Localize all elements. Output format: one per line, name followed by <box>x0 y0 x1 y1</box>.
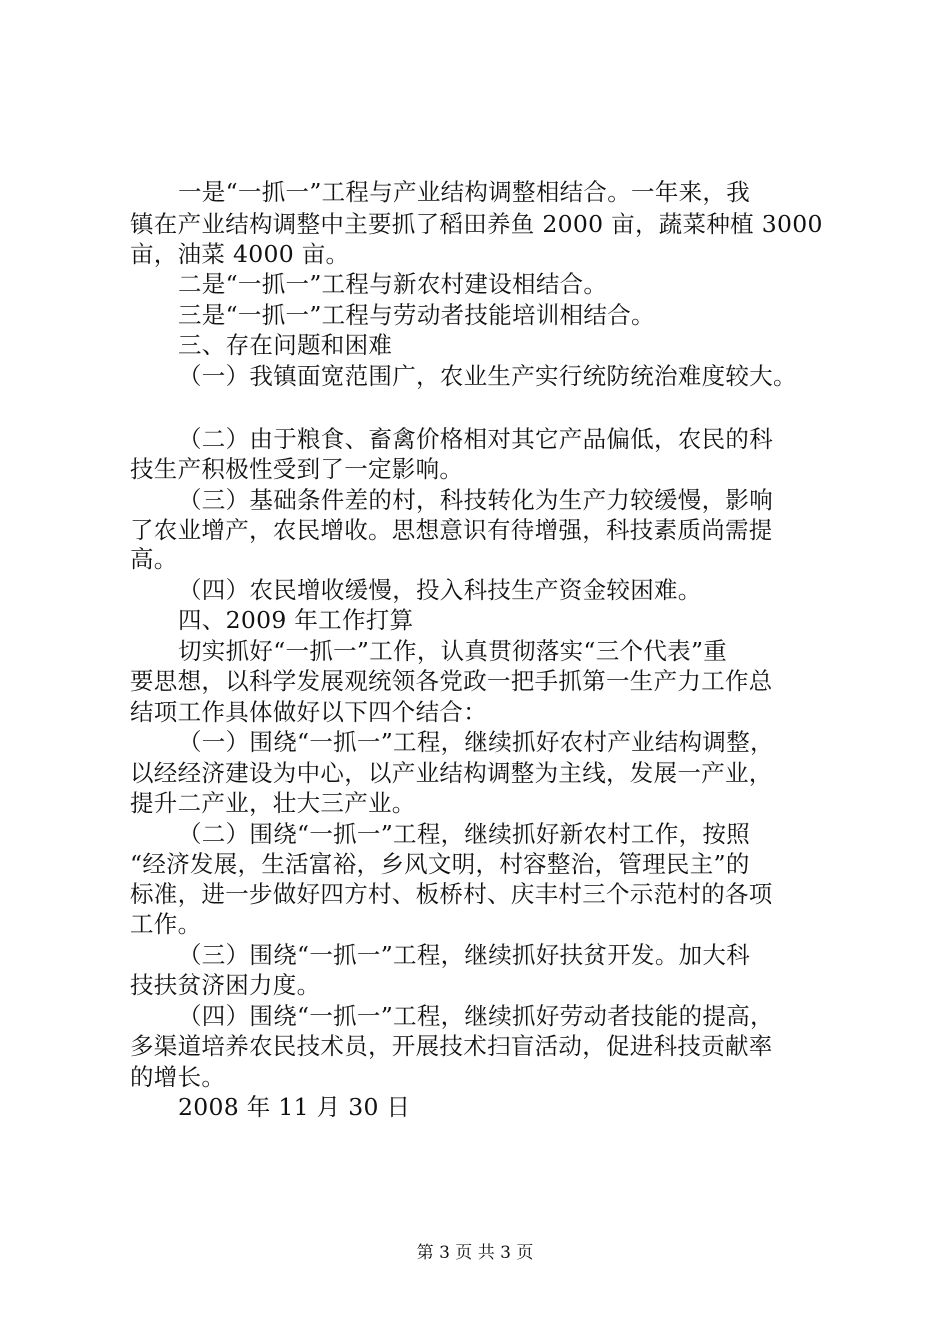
section-heading: 四、2009 年工作打算 <box>178 606 414 634</box>
paragraph-line: 亩，油菜 4000 亩。 <box>130 240 350 268</box>
paragraph-line: （四）围绕“一抓一”工程，继续抓好劳动者技能的提高， <box>178 1002 774 1030</box>
paragraph-line: 技生产积极性受到了一定影响。 <box>130 455 464 483</box>
paragraph-line: 要思想，以科学发展观统领各党政一把手抓第一生产力工作总 <box>130 667 773 695</box>
paragraph-line: （三）围绕“一抓一”工程，继续抓好扶贫开发。加大科 <box>178 941 751 969</box>
page-number-footer: 第 3 页 共 3 页 <box>416 1243 534 1263</box>
paragraph-line: 的增长。 <box>130 1063 226 1091</box>
paragraph-line: 以经经济建设为中心，以产业结构调整为主线，发展一产业， <box>130 759 773 787</box>
section-heading: 三、存在问题和困难 <box>178 331 393 359</box>
paragraph-line: （一）围绕“一抓一”工程，继续抓好农村产业结构调整， <box>178 728 774 756</box>
paragraph-line: “经济发展，生活富裕，乡风文明，村容整治，管理民主”的 <box>130 850 750 878</box>
paragraph-line: 一是“一抓一”工程与产业结构调整相结合。一年来，我 <box>178 178 751 206</box>
paragraph-line: （四）农民增收缓慢，投入科技生产资金较困难。 <box>178 576 702 604</box>
paragraph-line: 镇在产业结构调整中主要抓了稻田养鱼 2000 亩，蔬菜种植 3000 <box>130 210 823 238</box>
paragraph-line: 标准，进一步做好四方村、板桥村、庆丰村三个示范村的各项 <box>130 880 773 908</box>
paragraph-line: 三是“一抓一”工程与劳动者技能培训相结合。 <box>178 301 655 329</box>
paragraph-line: 结项工作具体做好以下四个结合： <box>130 698 487 726</box>
paragraph-line: （三）基础条件差的村，科技转化为生产力较缓慢，影响 <box>178 486 773 514</box>
paragraph-line: 切实抓好“一抓一”工作，认真贯彻落实“三个代表”重 <box>178 637 728 665</box>
paragraph-line: 高。 <box>130 545 178 573</box>
paragraph-line: （一）我镇面宽范围广，农业生产实行统防统治难度较大。 <box>178 362 797 390</box>
paragraph-line: 工作。 <box>130 910 202 938</box>
paragraph-line: 了农业增产，农民增收。思想意识有待增强，科技素质尚需提 <box>130 516 773 544</box>
paragraph-line: 二是“一抓一”工程与新农村建设相结合。 <box>178 270 608 298</box>
paragraph-line: 提升二产业，壮大三产业。 <box>130 789 416 817</box>
paragraph-line: 技扶贫济困力度。 <box>130 971 321 999</box>
paragraph-line: （二）围绕“一抓一”工程，继续抓好新农村工作，按照 <box>178 820 751 848</box>
paragraph-line: （二）由于粮食、畜禽价格相对其它产品偏低，农民的科 <box>178 425 773 453</box>
paragraph-line: 多渠道培养农民技术员，开展技术扫盲活动，促进科技贡献率 <box>130 1032 773 1060</box>
date-line: 2008 年 11 月 30 日 <box>178 1093 411 1121</box>
